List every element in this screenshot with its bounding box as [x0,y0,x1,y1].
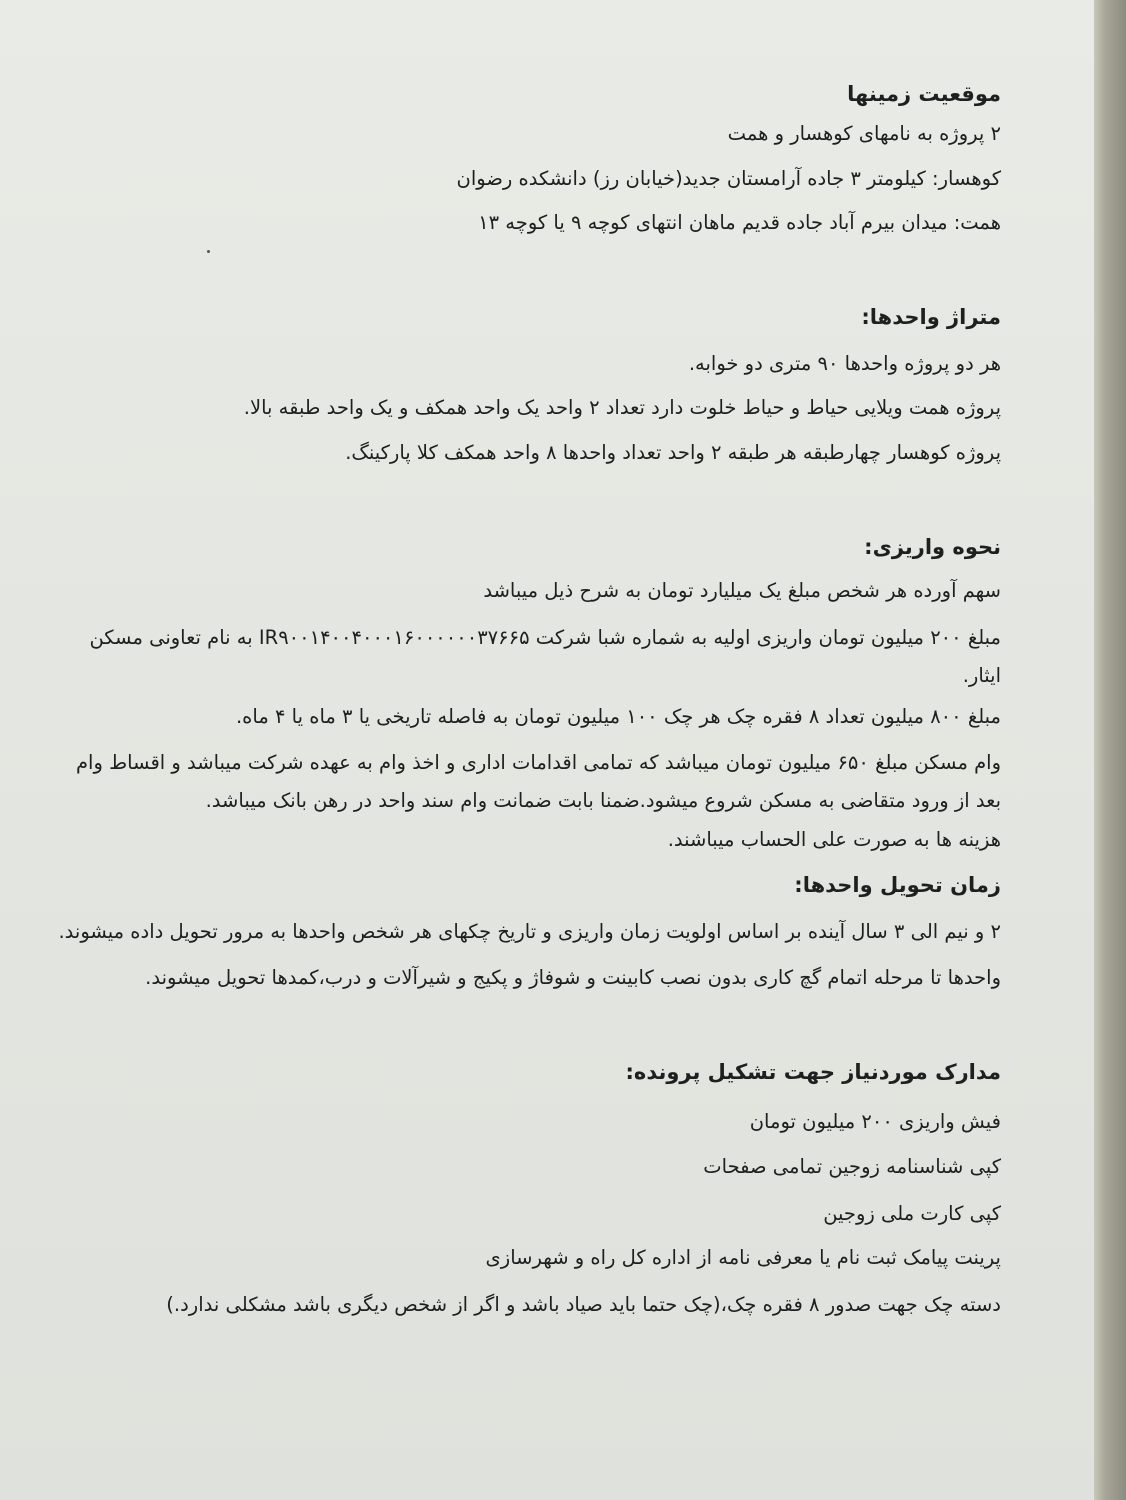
ink-speck [207,250,210,253]
section-heading-delivery: زمان تحویل واحدها: [794,873,1001,897]
delivery-line-2: واحدها تا مرحله اتمام گچ کاری بدون نصب کابینت و شوفاژ و پکیج و شیرآلات و درب،کمدها تحویل میشوند. [145,966,1001,989]
documents-line-2: کپی شناسنامه زوجین تمامی صفحات [703,1155,1001,1178]
documents-line-4: پرینت پیامک ثبت نام یا معرفی نامه از اداره کل راه و شهرسازی [485,1246,1001,1269]
payment-line-2: مبلغ ۲۰۰ میلیون تومان واریزی اولیه به شماره شبا شرکت IR۹۰۰۱۴۰۰۴۰۰۰۱۶۰۰۰۰۰۰۳۷۶۶۵ به نام تعاونی مسکن ایثار. [89,626,1001,687]
delivery-line-1: ۲ و نیم الی ۳ سال آینده بر اساس اولویت زمان واریزی و تاریخ چکهای هر شخص واحدها به مرور تحویل داده میشوند. [58,920,1001,943]
area-line-3: پروژه کوهسار چهارطبقه هر طبقه ۲ واحد تعداد واحدها ۸ واحد همکف کلا پارکینگ. [345,441,1001,464]
section-heading-location: موقعیت زمینها [847,82,1001,106]
section-heading-payment: نحوه واریزی: [864,535,1001,559]
payment-line-3: مبلغ ۸۰۰ میلیون تعداد ۸ فقره چک هر چک ۱۰۰ میلیون تومان به فاصله تاریخی یا ۳ ماه یا ۴ ماه. [235,705,1001,728]
paper-edge-shadow [1094,0,1126,1500]
documents-line-5: دسته چک جهت صدور ۸ فقره چک،(چک حتما باید صیاد باشد و اگر از شخص دیگری باشد مشکلی ندارد.) [166,1293,1001,1316]
documents-line-1: فیش واریزی ۲۰۰ میلیون تومان [749,1110,1001,1133]
documents-line-3: کپی کارت ملی زوجین [823,1202,1001,1225]
area-line-1: هر دو پروژه واحدها ۹۰ متری دو خوابه. [688,352,1001,375]
payment-line-1: سهم آورده هر شخص مبلغ یک میلیارد تومان به شرح ذیل میباشد [483,579,1001,602]
payment-line-5: هزینه ها به صورت علی الحساب میباشند. [667,828,1001,851]
location-line-3: همت: میدان بیرم آباد جاده قدیم ماهان انتهای کوچه ۹ یا کوچه ۱۳ [478,211,1001,234]
payment-line-4: وام مسکن مبلغ ۶۵۰ میلیون تومان میباشد که تمامی اقدامات اداری و اخذ وام به عهده شرکت میباشد و اقساط وام بعد از ورود متقاضی به مسکن شروع میشود.ضمنا بابت ضمانت وام سند واحد در رهن بانک میباشد. [75,751,1001,812]
area-line-2: پروژه همت ویلایی حیاط و حیاط خلوت دارد تعداد ۲ واحد یک واحد همکف و یک واحد طبقه بالا. [243,396,1001,419]
section-heading-area: متراژ واحدها: [861,305,1001,329]
section-heading-documents: مدارک موردنیاز جهت تشکیل پرونده: [625,1060,1001,1084]
location-line-1: ۲ پروژه به نامهای کوهسار و همت [727,122,1001,145]
location-line-2: کوهسار: کیلومتر ۳ جاده آرامستان جدید(خیابان رز) دانشکده رضوان [456,167,1001,190]
